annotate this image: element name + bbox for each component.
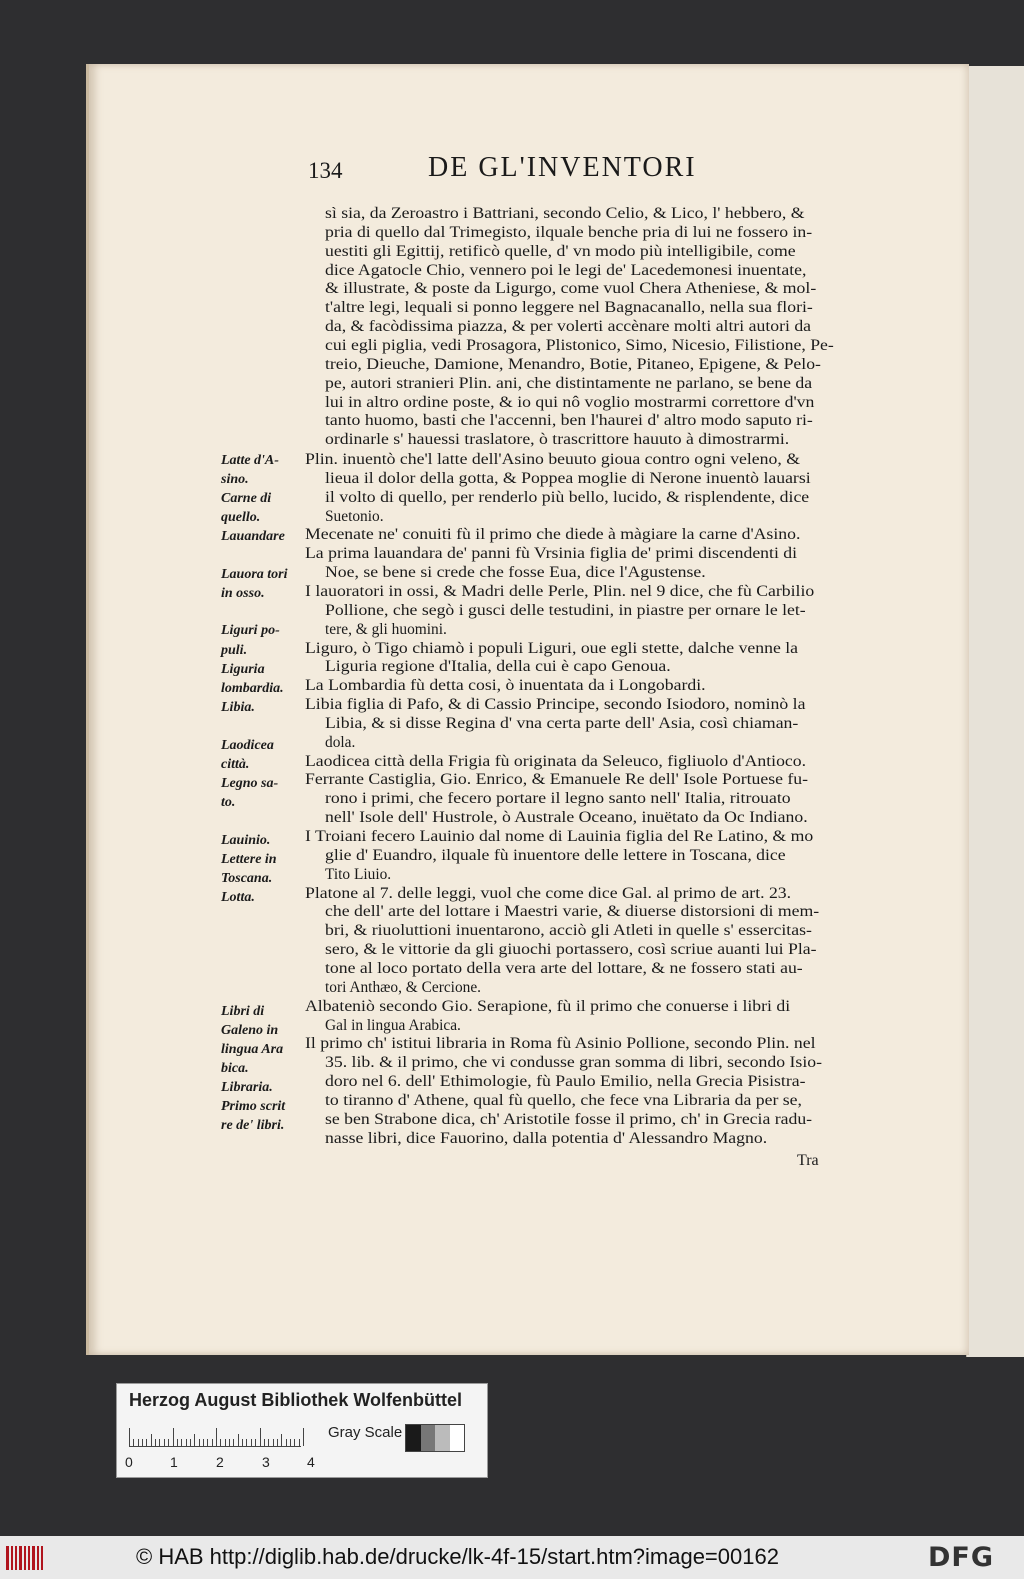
gray-swatch — [450, 1425, 465, 1451]
footer-bar — [0, 1536, 1024, 1579]
footer-credit[interactable]: © HAB http://diglib.hab.de/drucke/lk-4f-15/start.htm?image=00162 — [136, 1544, 779, 1569]
ruler-number: 0 — [125, 1454, 133, 1470]
ruler-tick — [229, 1439, 230, 1446]
ruler-tick — [207, 1439, 208, 1446]
ruler-tick — [290, 1439, 291, 1446]
barcode-stripe — [11, 1546, 13, 1570]
ruler-tick — [299, 1439, 300, 1446]
ruler-tick — [273, 1439, 274, 1446]
gray-swatch — [406, 1425, 421, 1451]
ruler-tick — [233, 1439, 234, 1446]
gray-scale-swatches — [405, 1424, 465, 1452]
gray-swatch — [421, 1425, 436, 1451]
barcode-stripe — [32, 1546, 35, 1570]
ruler-tick — [155, 1439, 156, 1446]
ruler-number: 4 — [307, 1454, 315, 1470]
ruler-tick — [142, 1439, 143, 1446]
barcode-stripe — [15, 1546, 17, 1570]
dfg-logo: DFG — [928, 1542, 995, 1573]
ruler-tick — [277, 1439, 278, 1446]
ruler-tick — [164, 1439, 165, 1446]
ruler-tick — [173, 1428, 174, 1446]
ruler-tick — [186, 1439, 187, 1446]
ruler-tick — [260, 1428, 261, 1446]
barcode-stripe — [37, 1546, 39, 1570]
ruler-tick — [303, 1428, 304, 1446]
scale-ruler — [116, 1383, 488, 1478]
running-head: DE GL'INVENTORI — [428, 152, 697, 183]
barcode-stripe — [6, 1546, 9, 1570]
ruler-tick — [246, 1439, 247, 1446]
ruler-tick — [242, 1439, 243, 1446]
ruler-tick — [281, 1434, 282, 1446]
ruler-tick — [286, 1439, 287, 1446]
library-name: Herzog August Bibliothek Wolfenbüttel — [129, 1390, 462, 1410]
ruler-tick — [199, 1439, 200, 1446]
ruler-tick — [268, 1439, 269, 1446]
barcode-stripe — [41, 1546, 43, 1570]
page-number: 134 — [308, 158, 343, 183]
gray-swatch — [435, 1425, 450, 1451]
ruler-tick — [220, 1439, 221, 1446]
ruler-tick — [181, 1439, 182, 1446]
ruler-tick — [190, 1439, 191, 1446]
barcode-stripe — [28, 1546, 30, 1570]
ruler-number: 2 — [216, 1454, 224, 1470]
ruler-tick — [225, 1439, 226, 1446]
ruler-tick — [251, 1439, 252, 1446]
ruler-tick — [138, 1439, 139, 1446]
ruler-tick — [194, 1434, 195, 1446]
ruler-tick — [212, 1439, 213, 1446]
barcode-stripe — [19, 1546, 22, 1570]
body-text: sì sia, da Zeroastro i Battriani, secondo Celio, & Lico, l' hebbero, & pria di quello dal Trimegisto, ilquale benche pria di lui ne fossero in- uestiti gli Egittij, retificò quelle, d' vn modo più intelligibile, come dice Agatocle Chio, vennero poi le legi de' Lacedemonesi inuentate, & illustrate, & poste da Ligurgo, come vuol Chera Atheniese, & mol- t'altre legi, lequali si ponno leggere nel Bagnacanallo, nella sua flori- da, & facòdissima piazza, & per volerti accènare molti altri autori da cui egli piglia, vedi Prosagora, Plistonico, Simo, Nicesio, Filistione, Pe- treio, Dieuche, Damione, Menandro, Botie, Pitaneo, Epigene, & Pelo- pe, autori stranieri Plin. ani, che distintamente ne parlano, se bene da lui in altro ordine poste, & io qui nô voglio mostrarmi correttore d'vn tanto huomo, basti che l'accenni, ben l'haurei d' altro modo saputo ri- ordinarle s' hauessi traslatore, ò trascrittore hauuto à dimostrarmi. Plin. inuentò che'l latte dell'Asino beuuto gioua contro ogni veleno, & lieua il dolor della gotta, & Poppea moglie di Nerone inuentò lauarsi il volto di quello, per renderlo più bello, lucido, & risplendente, dice Suetonio. Mecenate ne' conuiti fù il primo che diede à màgiare la carne d'Asino. La prima lauandara de' panni fù Vrsinia figlia de' primi discendenti di Noe, se bene si crede che fosse Eua, dice l'Agustense. I lauoratori in ossi, & Madri delle Perle, Plin. nel 9 dice, che fù Carbilio Pollione, che segò i gusci delle testudini, in piastre per ornare le let- tere, & gli huomini. Liguro, ò Tigo chiamò i populi Liguri, oue egli stette, dalche venne la Liguria regione d'Italia, della cui è capo Genoua. La Lombardia fù detta cosi, ò inuentata da i Longobardi. Libia figlia di Pafo, & di Cassio Principe, secondo Isiodoro, nominò la Libia, & si disse Regina d' vna certa parte dell' Asia, così chiaman- dola. Laodicea città della Frigia fù originata da Seleuco, figliuolo d'Antioco. Ferrante Castiglia, Gio. Enrico, & Emanuele Re dell' Isole Portuese fu- rono i primi, che fecero portare il legno santo nell' Italia, ritrouato nell' Isole dell' Hustrole, ò Australe Oceano, inuëtato da Oc Indiano. I Troiani fecero Lauinio dal nome di Lauinia figlia del Re Latino, & mo glie d' Euandro, ilquale fù inuentore delle lettere in Toscana, dice Tito Liuio. Platone al 7. delle leggi, vuol che come dice Gal. al primo de art. 23. che dell' arte del lottare i Maestri varie, & diuerse distorsioni di mem- bri, & riuoluttioni inuentarono, acciò gli Atleti in quelle s' essercitas- sero, & le vittorie da gli giuochi portassero, così scriue auanti lui Pla- tone al loco portato della vera arte del lottare, & ne fossero stati au- tori Anthæo, & Cercione. Albateniò secondo Gio. Serapione, fù il primo che conuerse i libri di Gal in lingua Arabica. Il primo ch' istitui libraria in Roma fù Asinio Pollione, secondo Plin. nel 35. lib. & il primo, che vi condusse gran somma di libri, secondo Isio- doro nel 6. dell' Ethimologie, fù Paulo Emilio, nella Grecia Pisistra- to tiranno d' Athene, qual fù quello, che fece vna Libraria da per se, se ben Strabone dica, ch' Aristotile fosse il primo, ch' in Grecia radu- nasse libri, dice Fauorino, dalla potentia d' Alessandro Magno. — [305, 205, 834, 1147]
ruler-tick — [255, 1439, 256, 1446]
margin-notes: Latte d'A- sino. Carne di quello. Lauandare Lauora tori in osso. Liguri po- puli. Liguria lombardia. Libia. Laodicea città. Legno sa- to. Lauinio. Lettere in Toscana. Lotta. Libri di Galeno in lingua Ara bica. Libraria. Primo scrit re de' libri. — [221, 453, 288, 1133]
ruler-tick — [216, 1428, 217, 1446]
ruler-number: 3 — [262, 1454, 270, 1470]
ruler-ticks — [129, 1428, 301, 1447]
ruler-tick — [264, 1439, 265, 1446]
catchword: Tra — [797, 1152, 819, 1169]
ruler-tick — [168, 1439, 169, 1446]
ruler-tick — [238, 1434, 239, 1446]
barcode-stripe — [24, 1546, 26, 1570]
ruler-tick — [203, 1439, 204, 1446]
ruler-tick — [151, 1434, 152, 1446]
ruler-tick — [294, 1439, 295, 1446]
ruler-numbers — [125, 1454, 325, 1472]
gray-scale-label: Gray Scale — [328, 1424, 403, 1441]
ruler-number: 1 — [170, 1454, 178, 1470]
ruler-tick — [177, 1439, 178, 1446]
ruler-tick — [146, 1439, 147, 1446]
ruler-tick — [159, 1439, 160, 1446]
ruler-tick — [129, 1428, 130, 1446]
barcode-icon — [6, 1546, 46, 1570]
ruler-tick — [133, 1439, 134, 1446]
